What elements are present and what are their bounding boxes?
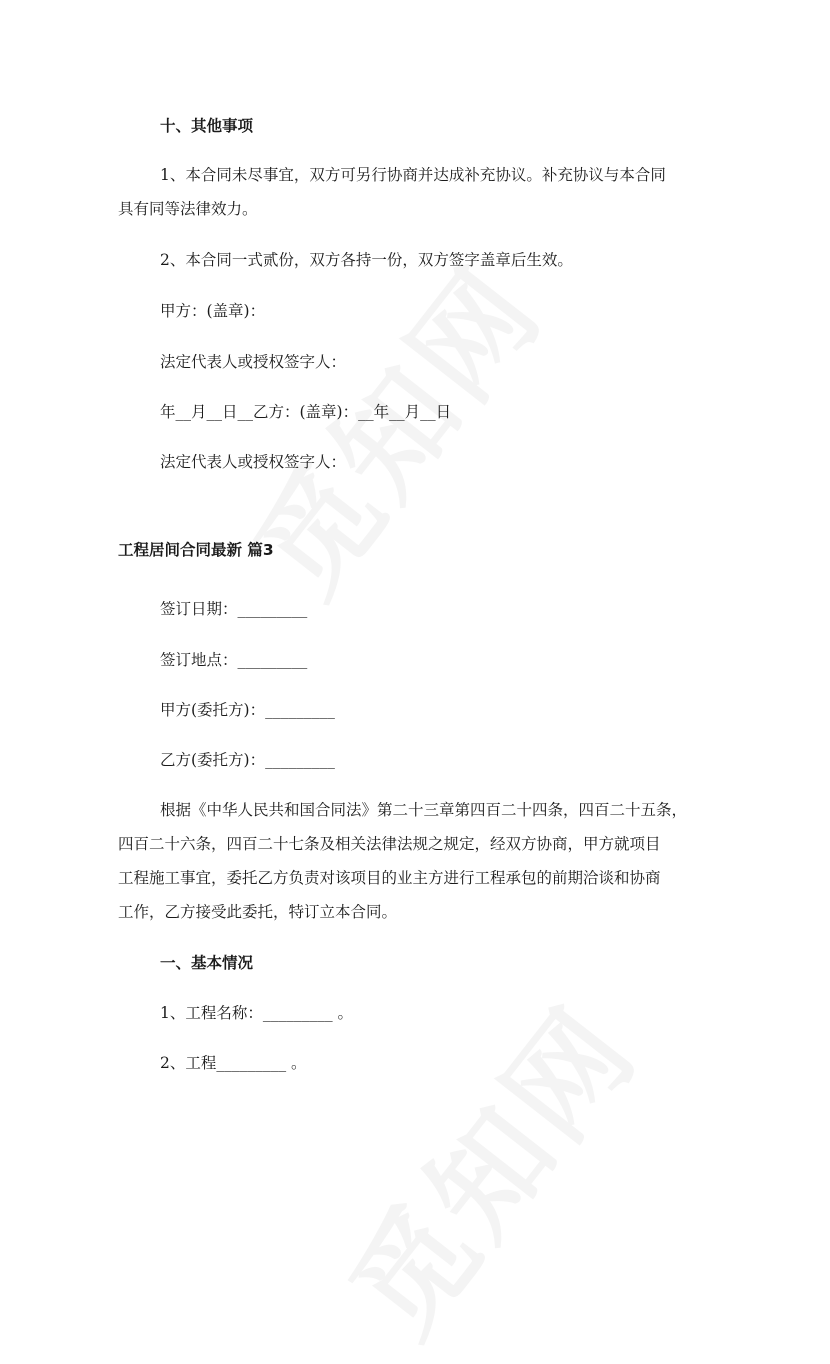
section-heading-other-matters: 十、其他事项 <box>160 117 254 135</box>
project-name-line: 1、工程名称：_________ 。 <box>160 1004 354 1022</box>
watermark <box>305 966 668 1364</box>
date-line: 年__月__日__乙方：(盖章)：__年__月__日 <box>160 403 452 421</box>
paragraph-line: 具有同等法律效力。 <box>118 200 258 218</box>
party-a-seal-line: 甲方：(盖章)： <box>160 302 266 320</box>
sign-place-line: 签订地点：_________ <box>160 651 308 669</box>
paragraph-line: 1、本合同未尽事宜，双方可另行协商并达成补充协议。补充协议与本合同 <box>160 166 666 184</box>
sign-date-line: 签订日期：_________ <box>160 600 308 618</box>
representative-line: 法定代表人或授权签字人： <box>160 453 347 471</box>
party-a-line: 甲方(委托方)：_________ <box>160 701 335 719</box>
party-b-line: 乙方(委托方)：_________ <box>160 751 335 769</box>
paragraph-line: 根据《中华人民共和国合同法》第二十三章第四百二十四条，四百二十五条， <box>160 801 688 819</box>
paragraph-line: 2、本合同一式贰份，双方各持一份，双方签字盖章后生效。 <box>160 251 573 269</box>
project-line: 2、工程_________ 。 <box>160 1054 307 1072</box>
representative-line: 法定代表人或授权签字人： <box>160 353 347 371</box>
paragraph-line: 工作，乙方接受此委托，特订立本合同。 <box>118 903 398 921</box>
section-heading-basic-info: 一、基本情况 <box>160 954 254 972</box>
watermark <box>210 226 573 624</box>
paragraph-line: 工程施工事宜，委托乙方负责对该项目的业主方进行工程承包的前期洽谈和协商 <box>118 869 661 887</box>
paragraph-line: 四百二十六条，四百二十七条及相关法律法规之规定，经双方协商，甲方就项目 <box>118 835 661 853</box>
article-title: 工程居间合同最新 篇3 <box>118 541 274 559</box>
